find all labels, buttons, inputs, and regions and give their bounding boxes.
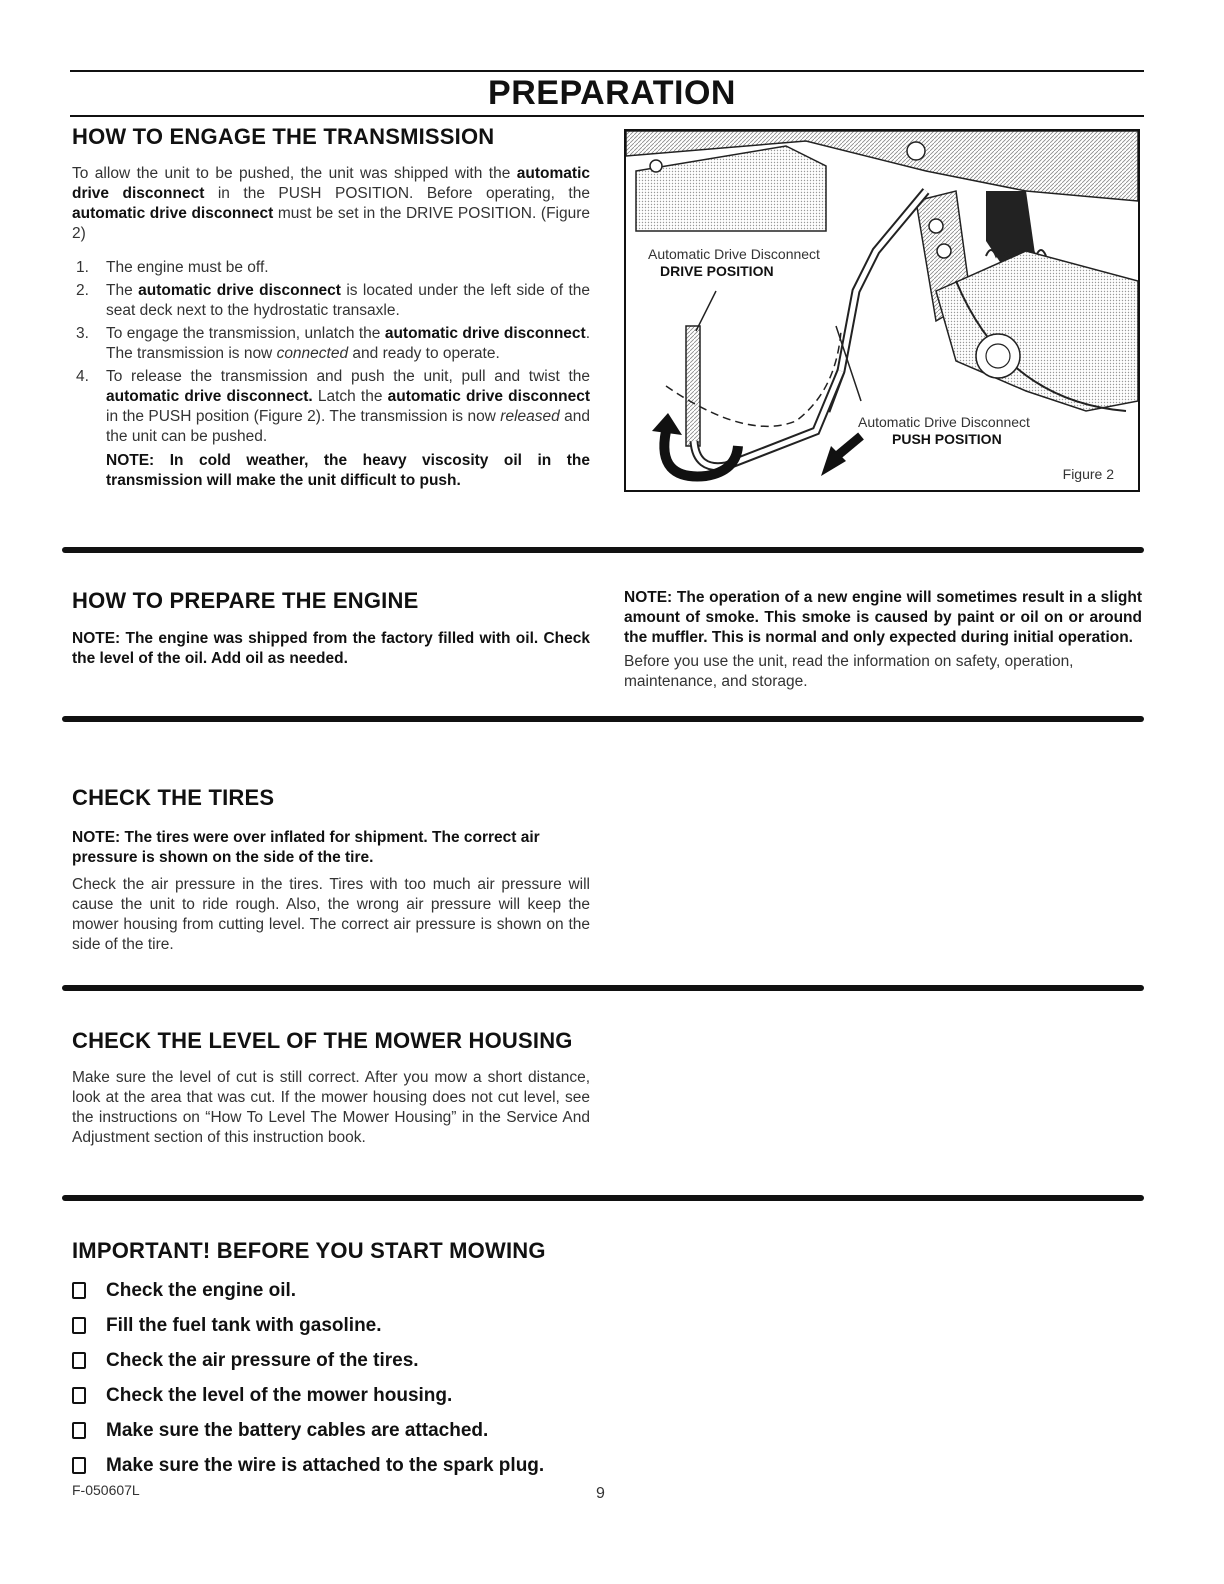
header-top-rule	[70, 70, 1144, 72]
tires-note: NOTE: The tires were over inflated for shipment. The correct air pressure is shown on the side of the tire.	[72, 829, 540, 866]
engine-note-left: NOTE: The engine was shipped from the factory filled with oil. Check the level of the oil. Add oil as needed.	[72, 630, 590, 667]
transmission-heading: HOW TO ENGAGE THE TRANSMISSION	[72, 124, 495, 149]
header-bottom-rule	[70, 115, 1144, 117]
engine-heading: HOW TO PREPARE THE ENGINE	[72, 588, 419, 613]
figure-2	[624, 129, 1140, 492]
transmission-intro: To allow the unit to be pushed, the unit was shipped with the automatic drive disconnect in the PUSH POSITION. Before operating, the automatic drive disconnect must be set in the DRIVE POSITION. (Figure 2)	[72, 165, 590, 242]
drive-position-label	[648, 246, 820, 280]
step-item: 3. To engage the transmission, unlatch the automatic drive disconnect. The transmission is now connected and ready to operate.	[76, 325, 590, 362]
checkbox-icon	[72, 1317, 86, 1334]
push-label-line1: Automatic Drive Disconnect	[858, 414, 1030, 430]
drive-label-line1: Automatic Drive Disconnect	[648, 246, 820, 262]
tires-body-block	[72, 828, 590, 955]
page-number: 9	[596, 1485, 605, 1502]
step-item: 1. The engine must be off.	[76, 259, 269, 276]
housing-body: Make sure the level of cut is still correct. After you mow a short distance, look at the area that was cut. If the mower housing does not cut level, see the instructions on “How To Level The Mower Housing” in the Service And Adjustment section of this instruction book.	[72, 1069, 590, 1146]
push-label-line2: PUSH POSITION	[892, 431, 1002, 447]
tires-heading: CHECK THE TIRES	[72, 785, 275, 810]
document-code: F-050607L	[72, 1482, 140, 1498]
checklist-item: Fill the fuel tank with gasoline.	[72, 1308, 544, 1343]
checklist-item: Make sure the battery cables are attached.	[72, 1413, 544, 1448]
page-title: PREPARATION	[488, 74, 736, 112]
checklist-item: Check the air pressure of the tires.	[72, 1343, 544, 1378]
transmission-note: NOTE: In cold weather, the heavy viscosity oil in the transmission will make the unit difficult to push.	[106, 452, 590, 489]
checkbox-icon	[72, 1422, 86, 1439]
section-divider	[62, 985, 1144, 991]
section-divider	[62, 716, 1144, 722]
engine-right-column	[624, 588, 1142, 692]
checkbox-icon	[72, 1387, 86, 1404]
engine-body-right: Before you use the unit, read the information on safety, operation, maintenance, and storage.	[624, 653, 1074, 690]
section-divider	[62, 1195, 1144, 1201]
step-item: 4. To release the transmission and push the unit, pull and twist the automatic drive disconnect. Latch the automatic drive disconnect in the PUSH position (Figure 2). The transmission is now released and the unit can be pushed.	[76, 368, 591, 445]
important-heading: IMPORTANT! BEFORE YOU START MOWING	[72, 1238, 546, 1263]
transmission-steps	[72, 258, 590, 447]
housing-heading: CHECK THE LEVEL OF THE MOWER HOUSING	[72, 1028, 573, 1053]
checkbox-icon	[72, 1282, 86, 1299]
checklist-item: Check the engine oil.	[72, 1273, 544, 1308]
figure-caption: Figure 2	[1062, 466, 1114, 482]
push-position-label	[858, 414, 1030, 448]
step-item: 2. The automatic drive disconnect is located under the left side of the seat deck next to the hydrostatic transaxle.	[76, 282, 591, 319]
checklist-item: Make sure the wire is attached to the spark plug.	[72, 1448, 544, 1483]
drive-label-line2: DRIVE POSITION	[660, 263, 774, 279]
checklist-item: Check the level of the mower housing.	[72, 1378, 544, 1413]
transmission-section-body	[72, 164, 590, 491]
checkbox-icon	[72, 1352, 86, 1369]
section-divider	[62, 547, 1144, 553]
engine-note-right: NOTE: The operation of a new engine will sometimes result in a slight amount of smoke. This smoke is caused by paint or oil on or around the muffler. This is normal and only expected during initial operation.	[624, 589, 1142, 646]
prestart-checklist	[72, 1273, 544, 1483]
tires-body: Check the air pressure in the tires. Tires with too much air pressure will cause the unit to ride rough. Also, the wrong air pressure will keep the mower housing from cutting level. The correct air pressure is shown on the side of the tire.	[72, 876, 590, 953]
checkbox-icon	[72, 1457, 86, 1474]
